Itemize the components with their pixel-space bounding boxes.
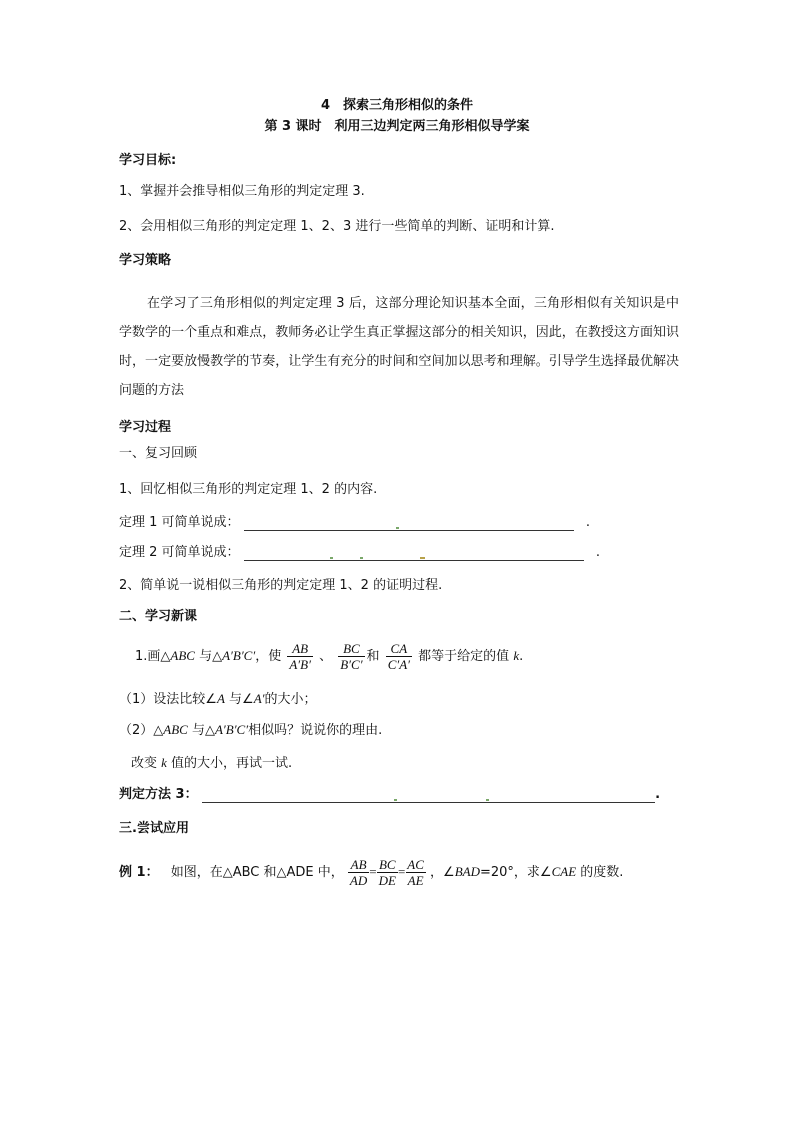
document-title: 4 探索三角形相似的条件 bbox=[320, 98, 474, 113]
task-1-sep: 、 bbox=[319, 649, 333, 664]
angle-a-prime: A′ bbox=[253, 691, 265, 706]
method-3-blank[interactable] bbox=[202, 790, 655, 803]
example-1-label: 例 1： bbox=[119, 865, 159, 880]
theorem-2-blank[interactable] bbox=[244, 548, 584, 561]
triangle-abc-prime: A′B′C′ bbox=[222, 648, 256, 663]
fraction-ca-num: CA bbox=[390, 641, 408, 656]
value-k: k bbox=[513, 648, 520, 663]
task-1-dot: . bbox=[519, 649, 524, 664]
task-1-with: 与△ bbox=[194, 649, 223, 664]
example-1-line bbox=[119, 854, 623, 891]
task-1-prefix: 1.画△ bbox=[135, 649, 171, 664]
method-3-label: 判定方法 3： bbox=[119, 787, 198, 802]
goal-item-1: 1、掌握并会推导相似三角形的判定定理 3. bbox=[119, 184, 365, 199]
new-question-2-prefix: （2）△ bbox=[119, 723, 164, 738]
method-3-end: . bbox=[655, 787, 661, 802]
theorem-1-end: . bbox=[585, 515, 590, 530]
task-1-line bbox=[135, 641, 523, 672]
new-question-1-end: 的大小； bbox=[264, 692, 317, 707]
fraction-ab-ad-num: AB bbox=[350, 857, 367, 872]
fraction-bc-num: BC bbox=[343, 641, 360, 656]
example-1-end: 的度数. bbox=[576, 865, 624, 880]
review-heading: 一、复习回顾 bbox=[119, 446, 198, 461]
strategy-heading: 学习策略 bbox=[119, 253, 172, 268]
theorem-2-line bbox=[119, 545, 600, 561]
triangle-abc-q2: ABC bbox=[163, 722, 188, 737]
theorem-2-label: 定理 2 可简单说成： bbox=[119, 545, 240, 560]
example-1-angle-value: =20°，求∠ bbox=[479, 865, 552, 880]
fraction-ab-den: A′B′ bbox=[289, 657, 311, 672]
fraction-ca bbox=[386, 641, 412, 672]
new-question-1-prefix: （1）设法比较∠ bbox=[119, 692, 217, 707]
new-question-2 bbox=[119, 722, 382, 739]
process-heading: 学习过程 bbox=[119, 420, 172, 435]
new-question-2-end: 相似吗？说说你的理由. bbox=[248, 723, 383, 738]
new-lesson-heading: 二、学习新课 bbox=[119, 609, 198, 624]
document-subtitle: 第 3 课时 利用三边判定两三角形相似导学案 bbox=[264, 119, 530, 134]
fraction-bc-de-den: DE bbox=[378, 873, 396, 888]
theorem-1-blank[interactable] bbox=[244, 518, 574, 531]
review-question-2: 2、简单说一说相似三角形的判定定理 1、2 的证明过程. bbox=[119, 578, 443, 593]
apply-heading: 三.尝试应用 bbox=[119, 821, 189, 836]
strategy-paragraph: 在学习了三角形相似的判定定理 3 后，这部分理论知识基本全面，三角形相似有关知识是中学数学的一个重点和难点，教师务必让学生真正掌握这部分的相关知识，因此，在教授这方面知识时，一定要放慢教学的节奏，让学生有充分的时间和空间加以思考和理解。引导学生选择最优解决问题的方法 bbox=[119, 296, 679, 398]
equals-2: = bbox=[397, 864, 406, 879]
fraction-bc-de-num: BC bbox=[378, 857, 396, 872]
equals-1: = bbox=[369, 864, 377, 879]
task-1-make: ，使 bbox=[255, 649, 282, 664]
theorem-2-end: . bbox=[595, 545, 600, 560]
fraction-ab-num: AB bbox=[292, 641, 309, 656]
fraction-ab bbox=[287, 641, 313, 672]
fraction-ac-ae-den: AE bbox=[407, 873, 424, 888]
theorem-1-line bbox=[119, 515, 590, 531]
angle-a: A bbox=[216, 691, 225, 706]
fraction-bc-de bbox=[377, 857, 398, 888]
review-question-1: 1、回忆相似三角形的判定定理 1、2 的内容. bbox=[119, 482, 378, 497]
goal-item-2: 2、会用相似三角形的判定定理 1、2、3 进行一些简单的判断、证明和计算. bbox=[119, 219, 555, 234]
change-k-line bbox=[131, 755, 292, 772]
triangle-abc-prime-q2: A′B′C′ bbox=[214, 722, 249, 737]
goals-heading: 学习目标: bbox=[119, 153, 177, 168]
fraction-ac-ae-num: AC bbox=[407, 857, 424, 872]
angle-cae: CAE bbox=[551, 864, 577, 879]
new-question-2-mid: 与△ bbox=[187, 723, 215, 738]
method-3-line bbox=[119, 787, 660, 803]
change-k-end: 值的大小，再试一试. bbox=[166, 756, 293, 771]
example-1-prefix: 如图，在△ABC 和△ADE 中， bbox=[170, 865, 344, 880]
change-k-prefix: 改变 bbox=[131, 756, 162, 771]
triangle-abc: ABC bbox=[170, 648, 195, 663]
task-1-and: 和 bbox=[366, 649, 380, 664]
fraction-ca-den: C′A′ bbox=[387, 657, 411, 672]
task-1-tail: 都等于给定的值 bbox=[418, 649, 510, 664]
fraction-bc bbox=[338, 641, 364, 672]
theorem-1-label: 定理 1 可简单说成： bbox=[119, 515, 240, 530]
fraction-ac-ae bbox=[405, 857, 426, 888]
angle-bad: BAD bbox=[454, 864, 480, 879]
example-1-comma: ，∠ bbox=[430, 865, 455, 880]
fraction-bc-den: B′C′ bbox=[340, 657, 363, 672]
fraction-ab-ad-den: AD bbox=[349, 873, 368, 888]
new-question-1-mid: 与∠ bbox=[224, 692, 254, 707]
fraction-ab-ad bbox=[348, 857, 369, 888]
new-question-1 bbox=[119, 691, 317, 708]
value-k-change: k bbox=[161, 755, 167, 770]
